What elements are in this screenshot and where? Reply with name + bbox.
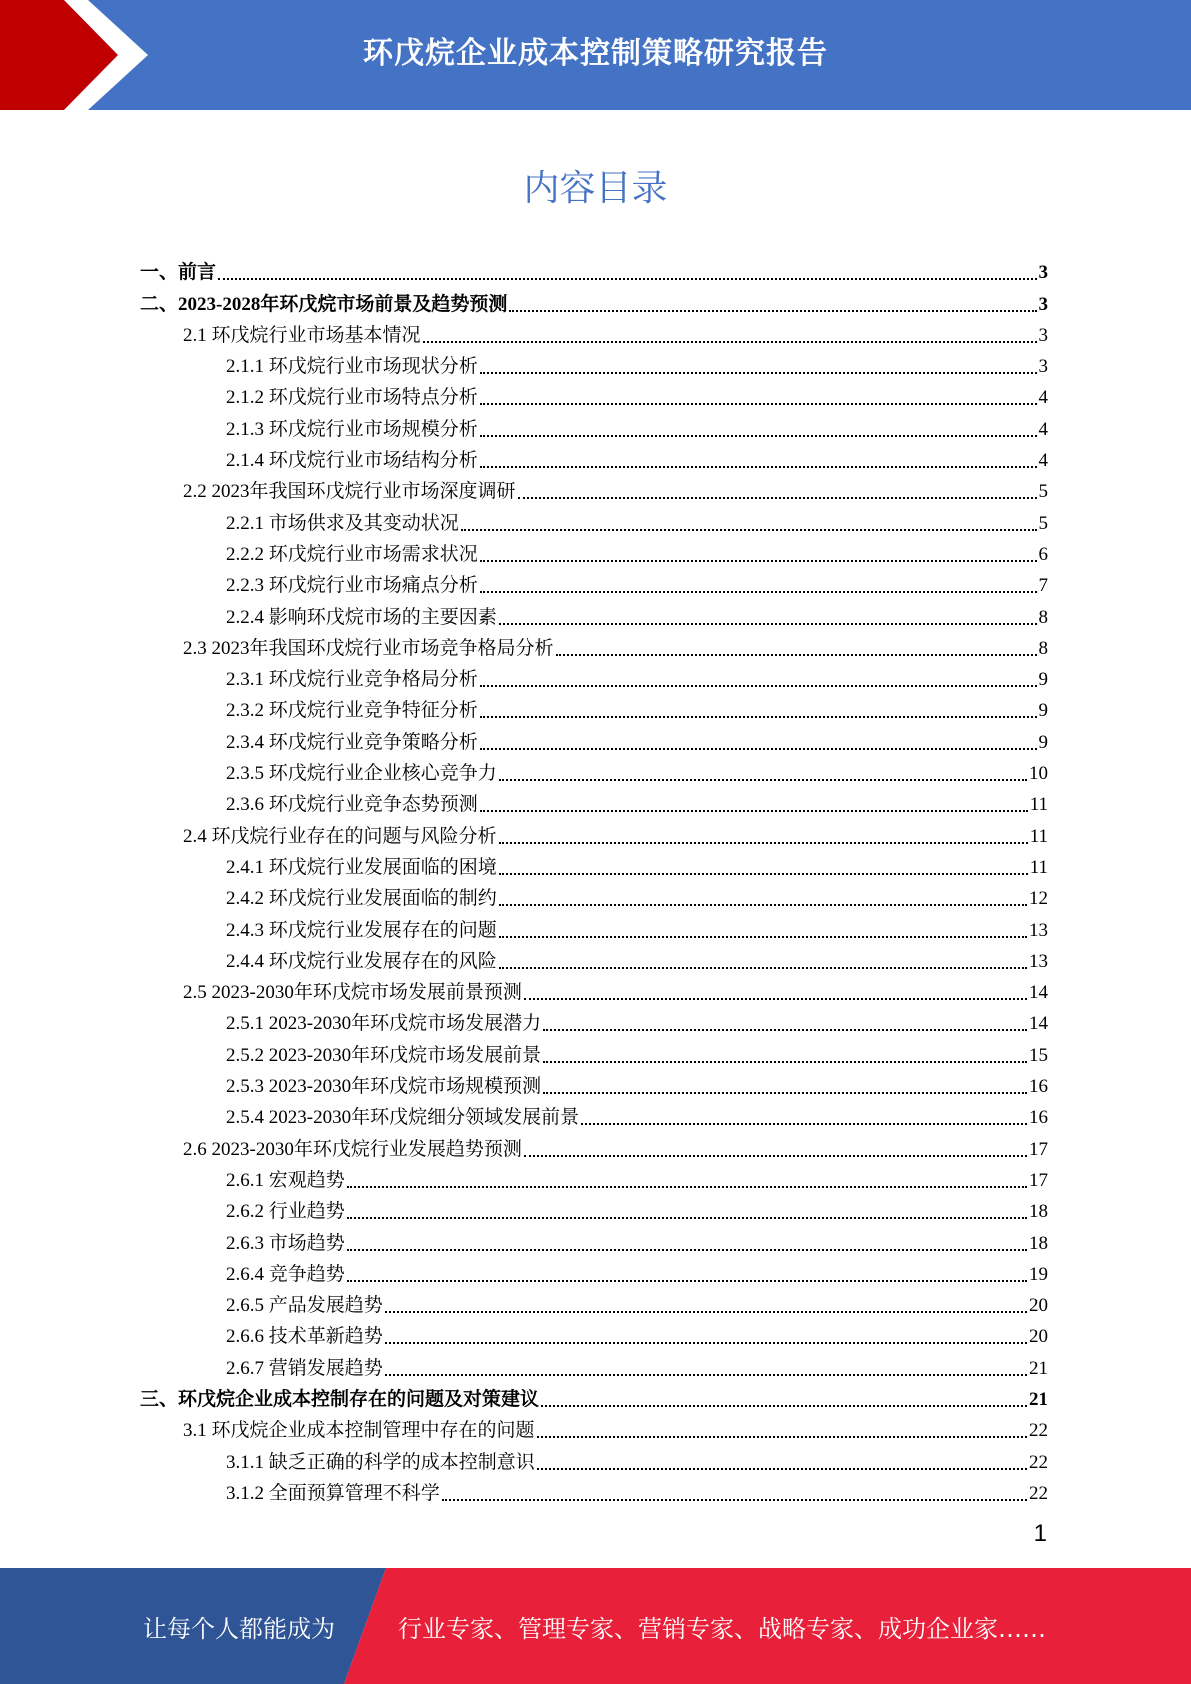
toc-dot-leader — [347, 1248, 1027, 1251]
toc-entry-page: 19 — [1029, 1263, 1048, 1285]
toc-entry[interactable] — [140, 1224, 1048, 1255]
toc-dot-leader — [385, 1341, 1027, 1344]
toc-dot-leader — [524, 1154, 1027, 1157]
toc-entry-page: 21 — [1029, 1388, 1048, 1410]
toc-entry-page: 14 — [1029, 1013, 1048, 1035]
toc-entry-page: 9 — [1038, 700, 1048, 722]
toc-dot-leader — [480, 465, 1037, 468]
toc-dot-leader — [509, 309, 1036, 312]
toc-entry[interactable] — [140, 974, 1048, 1005]
toc-entry-page: 7 — [1038, 575, 1048, 597]
toc-entry-page: 15 — [1029, 1044, 1048, 1066]
toc-dot-leader — [480, 402, 1037, 405]
toc-entry-page: 12 — [1029, 888, 1048, 910]
toc-entry-page: 4 — [1038, 387, 1048, 409]
toc-entry[interactable] — [140, 317, 1048, 348]
toc-dot-leader — [499, 935, 1027, 938]
toc-entry-title: 2.5.2 2023-2030年环戊烷市场发展前景 — [226, 1044, 542, 1066]
toc-entry-page: 8 — [1038, 637, 1048, 659]
toc-dot-leader — [480, 434, 1037, 437]
toc-entry[interactable] — [140, 786, 1048, 817]
toc-dot-leader — [423, 340, 1037, 343]
toc-entry-title: 3.1.2 全面预算管理不科学 — [226, 1482, 440, 1504]
toc-dot-leader — [480, 371, 1037, 374]
toc-entry-page: 6 — [1038, 543, 1048, 565]
toc-dot-leader — [524, 997, 1027, 1000]
toc-entry[interactable] — [140, 473, 1048, 504]
toc-dot-leader — [461, 528, 1037, 531]
toc-entry-page: 9 — [1038, 731, 1048, 753]
toc-entry[interactable] — [140, 880, 1048, 911]
toc-entry-page: 5 — [1038, 481, 1048, 503]
toc-dot-leader — [541, 1404, 1027, 1407]
toc-entry[interactable] — [140, 1036, 1048, 1067]
toc-entry-title: 2.4.2 环戊烷行业发展面临的制约 — [226, 888, 497, 910]
toc-entry-title: 2.1.4 环戊烷行业市场结构分析 — [226, 450, 478, 472]
toc-entry[interactable] — [140, 536, 1048, 567]
footer-slogan-left: 让每个人都能成为 — [143, 1614, 335, 1643]
toc-entry-title: 2.4.4 环戊烷行业发展存在的风险 — [226, 950, 497, 972]
toc-entry-page: 21 — [1029, 1357, 1048, 1379]
toc-entry-title: 2.6.4 竞争趋势 — [226, 1263, 345, 1285]
toc-entry-page: 10 — [1029, 763, 1048, 785]
toc-entry[interactable] — [140, 1005, 1048, 1036]
toc-entry[interactable] — [140, 379, 1048, 410]
toc-entry-title: 2.3.6 环戊烷行业竞争态势预测 — [226, 794, 478, 816]
toc-entry-title: 二、2023-2028年环戊烷市场前景及趋势预测 — [140, 293, 508, 315]
toc-entry[interactable] — [140, 849, 1048, 880]
toc-entry[interactable] — [140, 1475, 1048, 1506]
toc-dot-leader — [543, 1091, 1027, 1094]
toc-entry-title: 三、环戊烷企业成本控制存在的问题及对策建议 — [140, 1388, 540, 1410]
toc-entry[interactable] — [140, 817, 1048, 848]
toc-dot-leader — [543, 1028, 1027, 1031]
toc-dot-leader — [518, 496, 1037, 499]
toc-entry-page: 4 — [1038, 450, 1048, 472]
toc-dot-leader — [480, 684, 1037, 687]
toc-dot-leader — [499, 903, 1027, 906]
toc-entry-page: 22 — [1029, 1451, 1048, 1473]
toc-entry-title: 3.1.1 缺乏正确的科学的成本控制意识 — [226, 1451, 535, 1473]
toc-entry-page: 3 — [1038, 262, 1048, 284]
toc-dot-leader — [537, 1435, 1027, 1438]
toc-entry[interactable] — [140, 1287, 1048, 1318]
toc-entry[interactable] — [140, 254, 1048, 285]
toc-entry-page: 4 — [1038, 418, 1048, 440]
toc-entry-page: 11 — [1029, 794, 1048, 816]
toc-dot-leader — [499, 778, 1027, 781]
toc-entry-page: 3 — [1038, 356, 1048, 378]
toc-entry-title: 2.6.1 宏观趋势 — [226, 1169, 345, 1191]
toc-entry-title: 2.2.2 环戊烷行业市场需求状况 — [226, 543, 478, 565]
toc-dot-leader — [480, 715, 1037, 718]
toc-entry-title: 2.3.2 环戊烷行业竞争特征分析 — [226, 700, 478, 722]
toc-entry-title: 2.1.1 环戊烷行业市场现状分析 — [226, 356, 478, 378]
toc-entry-page: 17 — [1029, 1169, 1048, 1191]
toc-entry[interactable] — [140, 1443, 1048, 1474]
toc-entry-title: 2.3.4 环戊烷行业竞争策略分析 — [226, 731, 478, 753]
toc-entry-title: 2.6.2 行业趋势 — [226, 1201, 345, 1223]
toc-entry-page: 16 — [1029, 1076, 1048, 1098]
toc-entry[interactable] — [140, 410, 1048, 441]
toc-dot-leader — [385, 1310, 1027, 1313]
toc-entry[interactable] — [140, 1193, 1048, 1224]
toc-entry-title: 2.1.2 环戊烷行业市场特点分析 — [226, 387, 478, 409]
toc-entry[interactable] — [140, 1349, 1048, 1380]
toc-entry-title: 2.6.6 技术革新趋势 — [226, 1326, 383, 1348]
toc-entry[interactable] — [140, 285, 1048, 316]
toc-entry[interactable] — [140, 1068, 1048, 1099]
toc-entry-title: 2.3.1 环戊烷行业竞争格局分析 — [226, 669, 478, 691]
toc-dot-leader — [218, 277, 1036, 280]
toc-entry-title: 2.5 2023-2030年环戊烷市场发展前景预测 — [183, 982, 522, 1004]
toc-dot-leader — [347, 1185, 1027, 1188]
toc-entry-title: 2.3.5 环戊烷行业企业核心竞争力 — [226, 763, 497, 785]
toc-entry[interactable] — [140, 1130, 1048, 1161]
toc-entry-page: 11 — [1029, 856, 1048, 878]
toc-entry-page: 8 — [1038, 606, 1048, 628]
header-band — [0, 0, 1191, 110]
toc-heading: 内容目录 — [523, 168, 668, 209]
toc-entry-page: 17 — [1029, 1138, 1048, 1160]
toc-dot-leader — [499, 966, 1027, 969]
toc-entry[interactable] — [140, 1099, 1048, 1130]
toc-entry-title: 2.6 2023-2030年环戊烷行业发展趋势预测 — [183, 1138, 522, 1160]
toc-dot-leader — [581, 1122, 1027, 1125]
toc-entry-page: 3 — [1038, 324, 1048, 346]
toc-dot-leader — [442, 1498, 1027, 1501]
toc-entry-title: 3.1 环戊烷企业成本控制管理中存在的问题 — [183, 1420, 535, 1442]
toc-entry-title: 2.4.1 环戊烷行业发展面临的困境 — [226, 856, 497, 878]
toc-entry[interactable] — [140, 348, 1048, 379]
page-number: 1 — [1033, 1520, 1047, 1547]
toc-entry-title: 2.5.4 2023-2030年环戊烷细分领域发展前景 — [226, 1107, 580, 1129]
toc-entry-title: 2.4.3 环戊烷行业发展存在的问题 — [226, 919, 497, 941]
toc-dot-leader — [347, 1279, 1027, 1282]
toc-entry-page: 13 — [1029, 919, 1048, 941]
toc-entry-page: 14 — [1029, 982, 1048, 1004]
toc-entry[interactable] — [140, 504, 1048, 535]
footer-slogan-right: 行业专家、管理专家、营销专家、战略专家、成功企业家…… — [398, 1614, 1046, 1643]
toc-dot-leader — [480, 559, 1037, 562]
toc-entry[interactable] — [140, 661, 1048, 692]
toc-entry[interactable] — [140, 723, 1048, 754]
toc-entry-page: 9 — [1038, 669, 1048, 691]
toc-entry-title: 一、前言 — [140, 262, 217, 284]
toc-dot-leader — [347, 1216, 1027, 1219]
toc-entry[interactable] — [140, 692, 1048, 723]
toc-entry-page: 18 — [1029, 1201, 1048, 1223]
toc-entry-page: 20 — [1029, 1326, 1048, 1348]
toc-dot-leader — [499, 622, 1037, 625]
toc-entry[interactable] — [140, 755, 1048, 786]
toc-entry[interactable] — [140, 1381, 1048, 1412]
toc-dot-leader — [480, 809, 1028, 812]
toc-entry[interactable] — [140, 911, 1048, 942]
toc-entry-page: 20 — [1029, 1295, 1048, 1317]
toc-entry-title: 2.1.3 环戊烷行业市场规模分析 — [226, 418, 478, 440]
toc-entry[interactable] — [140, 943, 1048, 974]
toc-entry-page: 11 — [1029, 825, 1048, 847]
toc-dot-leader — [499, 841, 1028, 844]
toc-dot-leader — [480, 590, 1037, 593]
toc-entry-page: 3 — [1038, 293, 1048, 315]
toc-entry-title: 2.5.3 2023-2030年环戊烷市场规模预测 — [226, 1076, 542, 1098]
toc-entry-page: 22 — [1029, 1420, 1048, 1442]
toc-entry[interactable] — [140, 567, 1048, 598]
toc-dot-leader — [537, 1467, 1027, 1470]
report-title: 环戊烷企业成本控制策略研究报告 — [363, 36, 828, 71]
toc-entry[interactable] — [140, 630, 1048, 661]
toc-entry-title: 2.3 2023年我国环戊烷行业市场竞争格局分析 — [183, 637, 554, 659]
toc-entry-page: 18 — [1029, 1232, 1048, 1254]
toc-entry-page: 16 — [1029, 1107, 1048, 1129]
toc-entry-page: 13 — [1029, 950, 1048, 972]
footer-band — [0, 1568, 1191, 1684]
toc-entry-title: 2.6.7 营销发展趋势 — [226, 1357, 383, 1379]
toc-entry[interactable] — [140, 1162, 1048, 1193]
toc-dot-leader — [385, 1373, 1027, 1376]
toc-entry[interactable] — [140, 598, 1048, 629]
toc-entry-title: 2.2.1 市场供求及其变动状况 — [226, 512, 459, 534]
toc-dot-leader — [499, 872, 1028, 875]
toc-entry-title: 2.4 环戊烷行业存在的问题与风险分析 — [183, 825, 497, 847]
toc-entry-title: 2.5.1 2023-2030年环戊烷市场发展潜力 — [226, 1013, 542, 1035]
toc-entry-page: 22 — [1029, 1482, 1048, 1504]
toc-entry-title: 2.2.4 影响环戊烷市场的主要因素 — [226, 606, 497, 628]
toc-dot-leader — [556, 653, 1037, 656]
toc-entry[interactable] — [140, 442, 1048, 473]
toc-entry-title: 2.6.3 市场趋势 — [226, 1232, 345, 1254]
toc-dot-leader — [480, 747, 1037, 750]
toc-entry[interactable] — [140, 1318, 1048, 1349]
toc-entry[interactable] — [140, 1256, 1048, 1287]
table-of-contents — [140, 254, 1048, 1506]
toc-entry-title: 2.2.3 环戊烷行业市场痛点分析 — [226, 575, 478, 597]
toc-entry[interactable] — [140, 1412, 1048, 1443]
toc-entry-title: 2.2 2023年我国环戊烷行业市场深度调研 — [183, 481, 516, 503]
toc-dot-leader — [543, 1060, 1027, 1063]
toc-entry-title: 2.6.5 产品发展趋势 — [226, 1295, 383, 1317]
toc-entry-page: 5 — [1038, 512, 1048, 534]
toc-entry-title: 2.1 环戊烷行业市场基本情况 — [183, 324, 421, 346]
